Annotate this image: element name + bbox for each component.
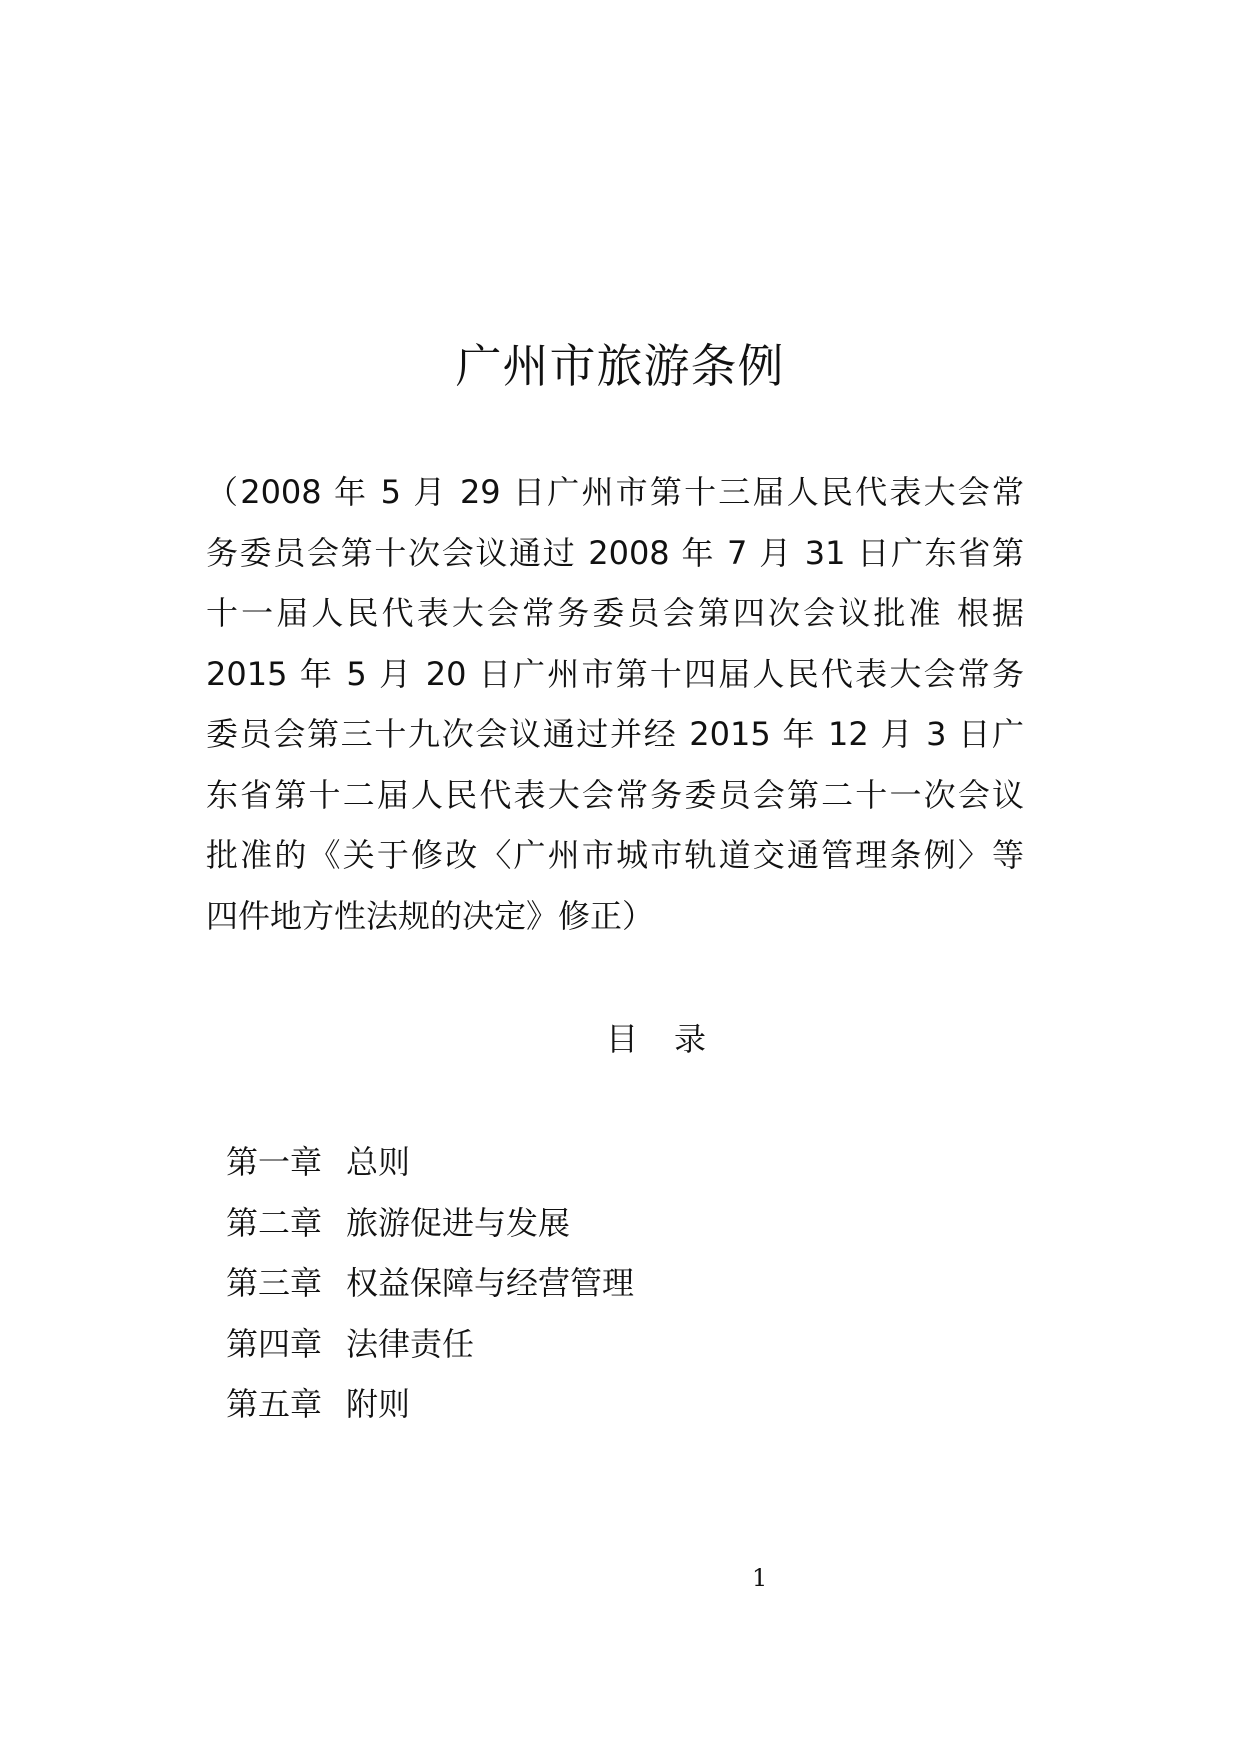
toc-chapter-name: 权益保障与经营管理 <box>346 1264 635 1302</box>
toc-chapter-number: 第四章 <box>226 1324 323 1363</box>
toc-chapter-name: 旅游促进与发展 <box>346 1203 571 1242</box>
toc-chapter-name: 总则 <box>346 1143 411 1181</box>
document-title: 广州市旅游条例 <box>455 339 785 393</box>
toc-chapter-number: 第二章 <box>226 1203 323 1242</box>
toc-chapter-name: 法律责任 <box>346 1324 475 1363</box>
toc-item <box>226 1314 634 1375</box>
history-line: 十一届人民代表大会常务委员会第四次会议批准 根据 <box>206 594 1024 632</box>
history-line: 批准的《关于修改〈广州市城市轨道交通管理条例〉等 <box>206 836 1024 874</box>
toc-chapter-number: 第三章 <box>226 1264 323 1302</box>
history-line: 东省第十二届人民代表大会常务委员会第二十一次会议 <box>206 775 1024 814</box>
toc-chapter-number: 第一章 <box>226 1143 323 1181</box>
toc-item <box>226 1193 634 1254</box>
history-line: 2015 年 5 月 20 日广州市第十四届人民代表大会常务 <box>206 654 1024 693</box>
history-line: 四件地方性法规的决定》修正） <box>206 896 655 935</box>
toc-chapter-number: 第五章 <box>226 1385 323 1423</box>
toc-heading <box>606 1014 746 1064</box>
history-line: 务委员会第十次会议通过 2008 年 7 月 31 日广东省第 <box>206 533 1024 572</box>
history-line: 委员会第三十九次会议通过并经 2015 年 12 月 3 日广 <box>206 715 1024 753</box>
toc-chapter-name: 附则 <box>346 1385 411 1423</box>
toc-item <box>226 1132 634 1193</box>
toc-item <box>226 1253 634 1314</box>
toc-item <box>226 1374 634 1435</box>
history-line: （2008 年 5 月 29 日广州市第十三届人民代表大会常 <box>206 473 1024 511</box>
toc-heading-char: 录 <box>674 1020 707 1058</box>
table-of-contents <box>226 1132 634 1435</box>
amendment-history <box>206 462 1024 946</box>
toc-heading-char: 目 <box>606 1020 639 1058</box>
page-number: 1 <box>752 1564 768 1592</box>
